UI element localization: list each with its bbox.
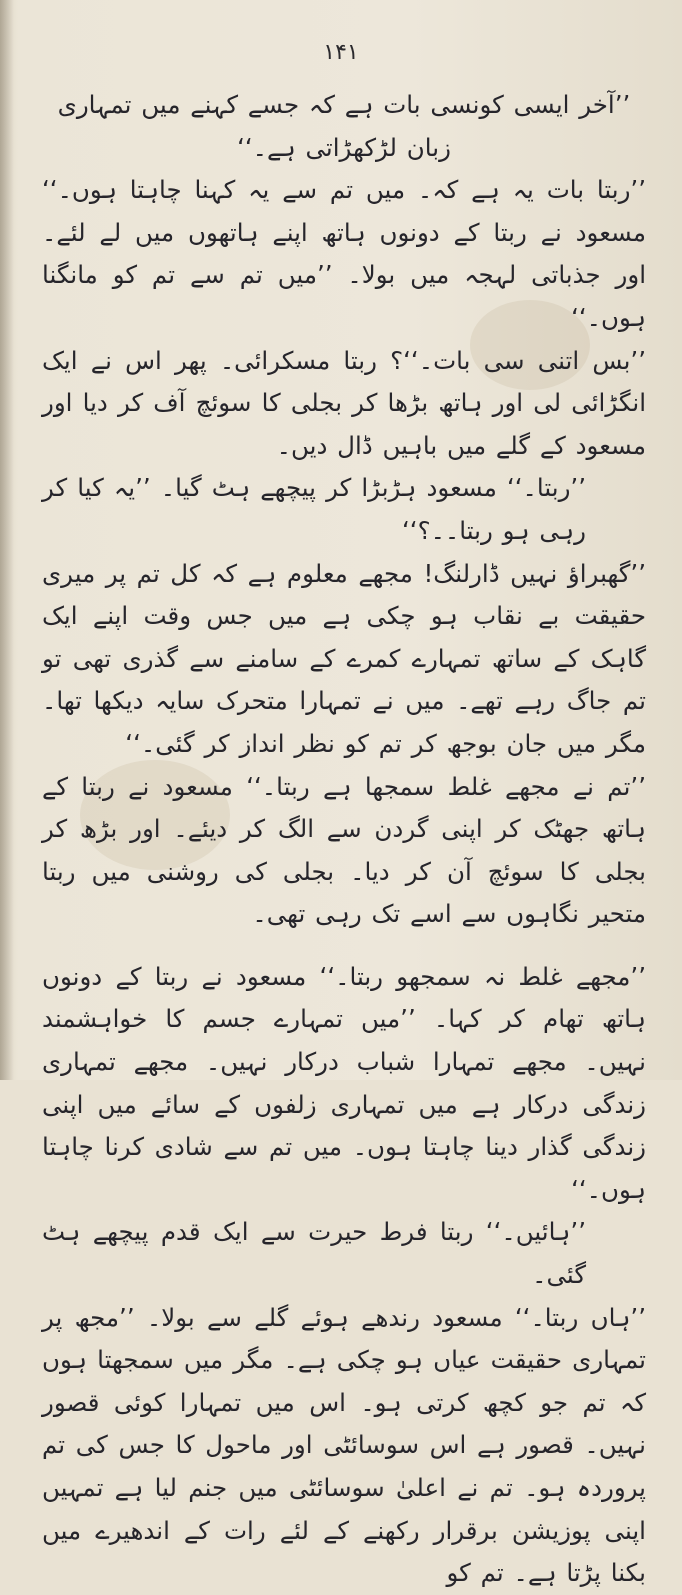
paragraph: ’’آخر ایسی کونسی بات ہے کہ جسے کہنے میں تمہاری زبان لڑکھڑاتی ہے۔‘‘ xyxy=(57,90,631,162)
page-number: ۱۴۱ xyxy=(323,40,359,65)
paragraph: ’’گھبراؤ نہیں ڈارلنگ! مجھے معلوم ہے کہ کل تم پر میری حقیقت بے نقاب ہو چکی ہے میں جس وقت اپنے ایک گاہک کے ساتھ تمہارے کمرے کے سامنے سے گذری تھی تو تم جاگ رہے تھے۔ میں نے تمہارا متحرک سایہ دیکھا تھا۔ مگر میں جان بوجھ کر تم کو نظر انداز کر گئی۔‘‘ xyxy=(42,558,646,758)
binding-shadow xyxy=(0,0,14,1080)
paragraph: ’’ہائیں۔‘‘ ربتا فرط حیرت سے ایک قدم پیچھے ہٹ گئی۔ xyxy=(42,1217,586,1290)
paragraph: ’’ہاں ربتا۔‘‘ مسعود رندھے ہوئے گلے سے بولا۔ ’’مجھ پر تمہاری حقیقت عیاں ہو چکی ہے۔ مگر میں سمجھتا ہوں کہ تم جو کچھ کرتی ہو۔ اس میں تمہارا کوئی قصور نہیں۔ قصور ہے اس سوسائٹی اور ماحول کا جس کی تم پروردہ ہو۔ تم نے اعلیٰ سوسائٹی میں جنم لیا ہے تمہیں اپنی پوزیشن برقرار رکھنے کے لئے رات کے اندھیرے میں بکنا پڑتا ہے۔ تم کو xyxy=(42,1302,646,1588)
paragraph: ’’بس اتنی سی بات۔‘‘؟ ربتا مسکرائی۔ پھر اس نے ایک انگڑائی لی اور ہاتھ بڑھا کر بجلی کا سوئچ آف کر دیا اور مسعود کے گلے میں باہیں ڈال دیں۔ xyxy=(42,345,646,460)
paragraph: ’’مجھے غلط نہ سمجھو ربتا۔‘‘ مسعود نے ربتا کے دونوں ہاتھ تھام کر کہا۔ ’’میں تمہارے جسم کا خواہشمند نہیں۔ مجھے تمہارا شباب درکار نہیں۔ مجھے تمہاری زندگی درکار ہے میں تمہاری زلفوں کے سائے میں اپنی زندگی گذار دینا چاہتا ہوں۔ میں تم سے شادی کرنا چاہتا ہوں۔‘‘ xyxy=(42,961,646,1204)
body-text xyxy=(42,84,646,1595)
paragraph: ’’تم نے مجھے غلط سمجھا ہے ربتا۔‘‘ مسعود نے ربتا کے ہاتھ جھٹک کر اپنی گردن سے الگ کر دیئے۔ اور بڑھ کر بجلی کا سوئچ آن کر دیا۔ بجلی کی روشنی میں ربتا متحیر نگاہوں سے اسے تک رہی تھی۔ xyxy=(42,771,646,929)
paragraph: ’’ربتا بات یہ ہے کہ۔ میں تم سے یہ کہنا چاہتا ہوں۔‘‘ مسعود نے ربتا کے دونوں ہاتھ اپنے ہاتھوں میں لے لئے۔ اور جذباتی لہجہ میں بولا۔ ’’میں تم سے تم کو مانگنا ہوں۔‘‘ xyxy=(42,175,646,332)
paragraph: ’’ربتا۔‘‘ مسعود ہڑبڑا کر پیچھے ہٹ گیا۔ ’’یہ کیا کر رہی ہو ربتا۔۔؟‘‘ xyxy=(42,473,586,545)
